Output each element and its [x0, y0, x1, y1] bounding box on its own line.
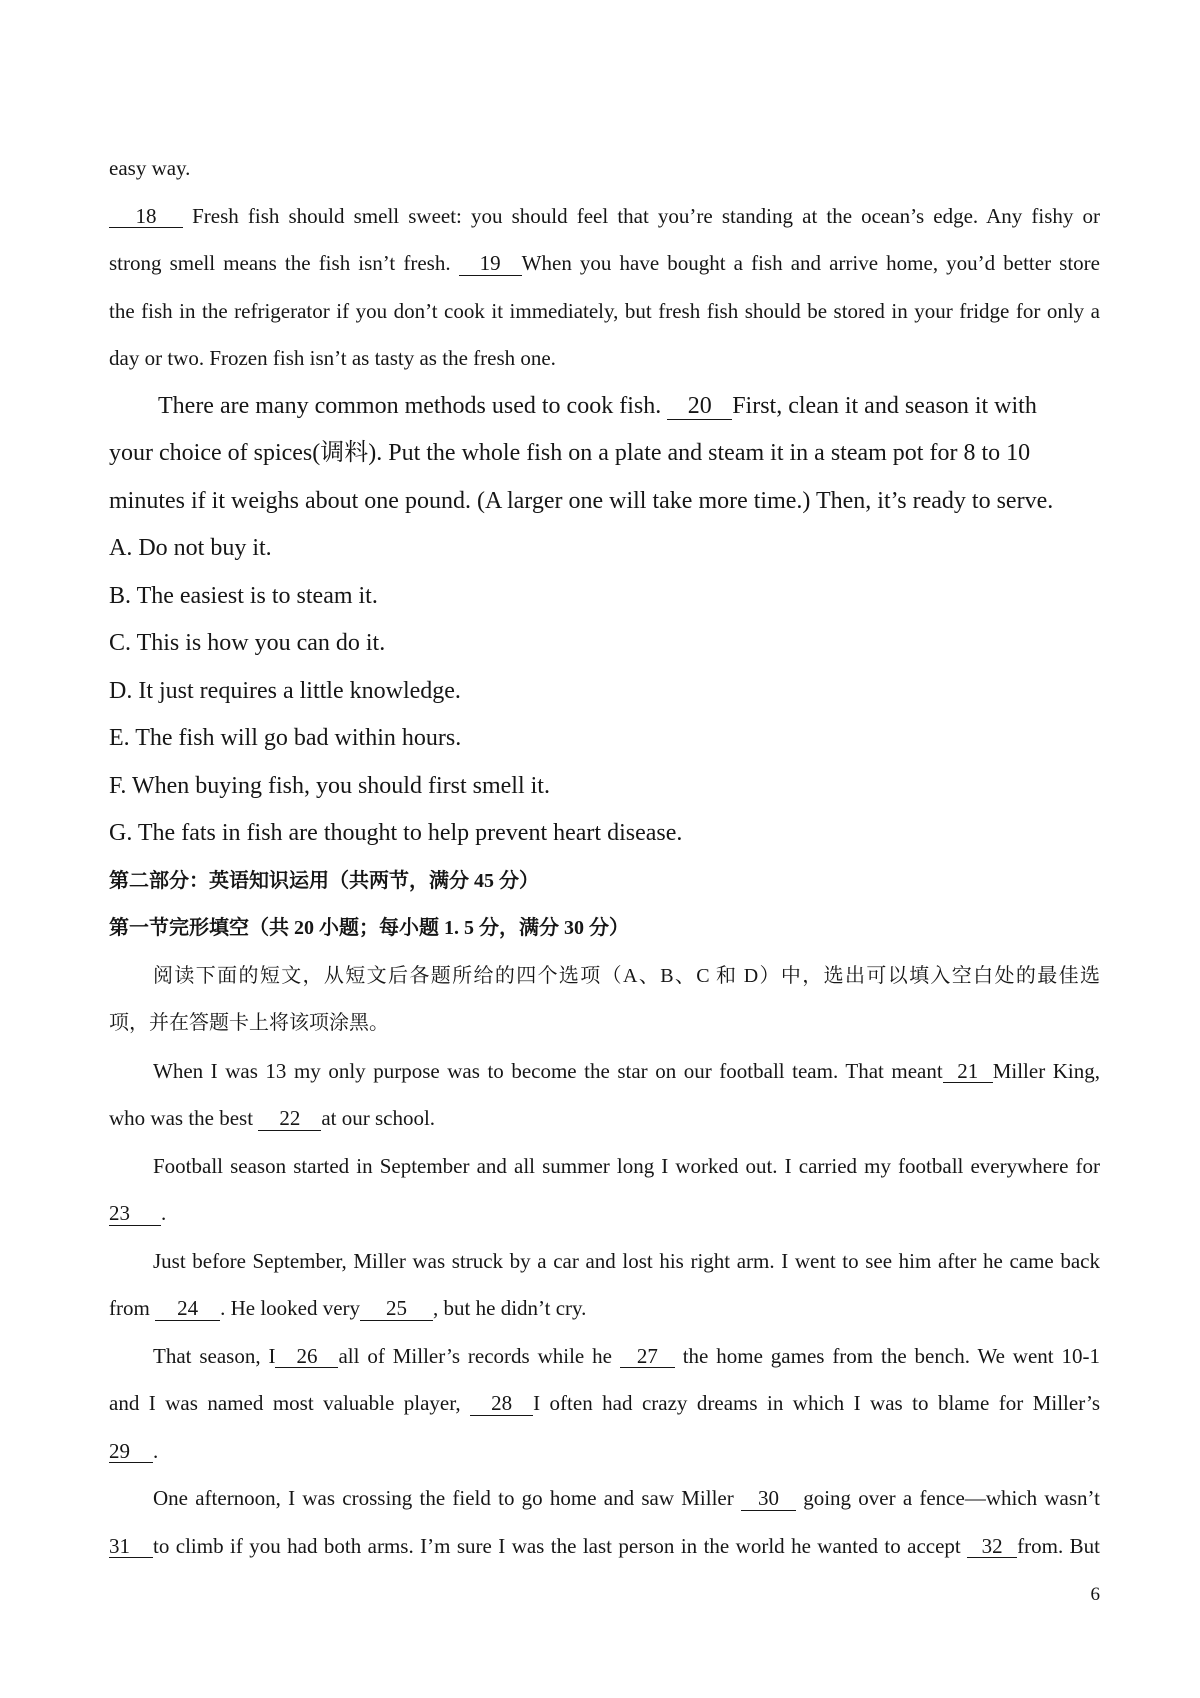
cloze-line	[109, 1190, 1100, 1238]
cloze-line	[109, 1475, 1100, 1523]
blank-31: 31	[109, 1535, 153, 1559]
section-heading-cloze: 第一节完形填空（共 20 小题；每小题 1. 5 分，满分 30 分）	[109, 917, 629, 939]
cloze-line	[109, 1095, 1100, 1143]
cloze-text: and I was named most valuable player,	[109, 1391, 471, 1415]
cloze-line	[109, 1333, 1100, 1381]
passage-line: the fish in the refrigerator if you don’t cook it immediately, but fresh fish should be stored in your fridge for only a	[109, 298, 1100, 323]
cloze-text: When I was 13 my only purpose was to become the star on our football team. That meant	[153, 1058, 943, 1083]
instructions-line: 项，并在答题卡上将该项涂黑。	[109, 1012, 389, 1034]
passage-text: There are many common methods used to cook fish.	[158, 392, 668, 419]
passage-line: your choice of spices(调料). Put the whole fish on a plate and steam it in a steam pot for 8 to 10	[109, 440, 1031, 466]
cloze-line	[109, 1428, 1100, 1476]
cloze-line	[109, 1380, 1100, 1428]
passage-line: easy way.	[109, 156, 191, 180]
blank-32: 32	[967, 1535, 1017, 1559]
cloze-text: to climb if you had both arms. I’m sure I was the last person in the world he wanted to accept	[153, 1533, 968, 1558]
cloze-text: Miller King,	[992, 1058, 1101, 1083]
section-heading-part2: 第二部分：英语知识运用（共两节，满分 45 分）	[109, 869, 539, 892]
cloze-text: from. But	[1017, 1533, 1101, 1558]
passage-line	[109, 383, 1100, 431]
option-g: G. The fats in fish are thought to help prevent heart disease.	[109, 820, 683, 846]
cloze-text: .	[153, 1438, 159, 1463]
cloze-text: I often had crazy dreams in which I was to blame for Miller’s	[533, 1391, 1100, 1415]
blank-28: 28	[470, 1392, 533, 1416]
cloze-line	[109, 1048, 1100, 1096]
cloze-text: One afternoon, I was crossing the field to go home and saw Miller	[153, 1486, 741, 1510]
cloze-text: who was the best	[109, 1106, 259, 1130]
page-content	[109, 145, 1100, 1570]
option-e: E. The fish will go bad within hours.	[109, 725, 462, 751]
cloze-text: . He looked very	[220, 1296, 361, 1320]
cloze-text: That season, I	[153, 1343, 276, 1368]
cloze-text: going over a fence—which wasn’t	[795, 1486, 1100, 1510]
instructions-line: 阅读下面的短文，从短文后各题所给的四个选项（A、B、C 和 D）中，选出可以填入空白处的最佳选	[153, 964, 1100, 987]
blank-23: 23	[109, 1202, 161, 1226]
blank-29: 29	[109, 1440, 153, 1464]
option-c: C. This is how you can do it.	[109, 630, 386, 656]
option-a: A. Do not buy it.	[109, 535, 272, 561]
cloze-line: Football season started in September and all summer long I worked out. I carried my football everywhere for	[153, 1153, 1100, 1178]
blank-20: 20	[667, 394, 732, 421]
cloze-text: all of Miller’s records while he	[338, 1343, 620, 1368]
option-f: F. When buying fish, you should first smell it.	[109, 772, 550, 799]
blank-22: 22	[258, 1107, 321, 1131]
cloze-text: at our school.	[321, 1106, 436, 1130]
option-d: D. It just requires a little knowledge.	[109, 677, 461, 704]
passage-text: When you have bought a fish and arrive home, you’d better store	[521, 251, 1100, 275]
cloze-text: .	[161, 1201, 167, 1225]
blank-24: 24	[155, 1297, 220, 1321]
passage-line: minutes if it weighs about one pound. (A larger one will take more time.) Then, it’s ready to serve.	[109, 487, 1054, 514]
passage-text: Fresh fish should smell sweet: you should feel that you’re standing at the ocean’s edge. Any fishy or	[183, 203, 1100, 228]
blank-18: 18	[109, 205, 183, 229]
cloze-text: , but he didn’t cry.	[433, 1296, 587, 1320]
blank-21: 21	[943, 1060, 993, 1084]
blank-19: 19	[459, 252, 522, 276]
blank-26: 26	[275, 1345, 338, 1369]
passage-line: day or two. Frozen fish isn’t as tasty as the fresh one.	[109, 346, 556, 370]
blank-30: 30	[741, 1487, 796, 1511]
page-number: 6	[1090, 1584, 1100, 1605]
option-b: B. The easiest is to steam it.	[109, 582, 378, 609]
cloze-text: the home games from the bench. We went 10-1	[674, 1343, 1100, 1368]
passage-line	[109, 193, 1100, 241]
blank-27: 27	[620, 1345, 675, 1369]
cloze-line: Just before September, Miller was struck by a car and lost his right arm. I went to see him after he came back	[153, 1248, 1100, 1273]
cloze-text: from	[109, 1296, 156, 1320]
passage-text: strong smell means the fish isn’t fresh.	[109, 251, 459, 275]
cloze-line	[109, 1523, 1100, 1571]
blank-25: 25	[360, 1297, 433, 1321]
passage-text: First, clean it and season it with	[732, 392, 1037, 419]
passage-line	[109, 240, 1100, 288]
cloze-line	[109, 1285, 1100, 1333]
